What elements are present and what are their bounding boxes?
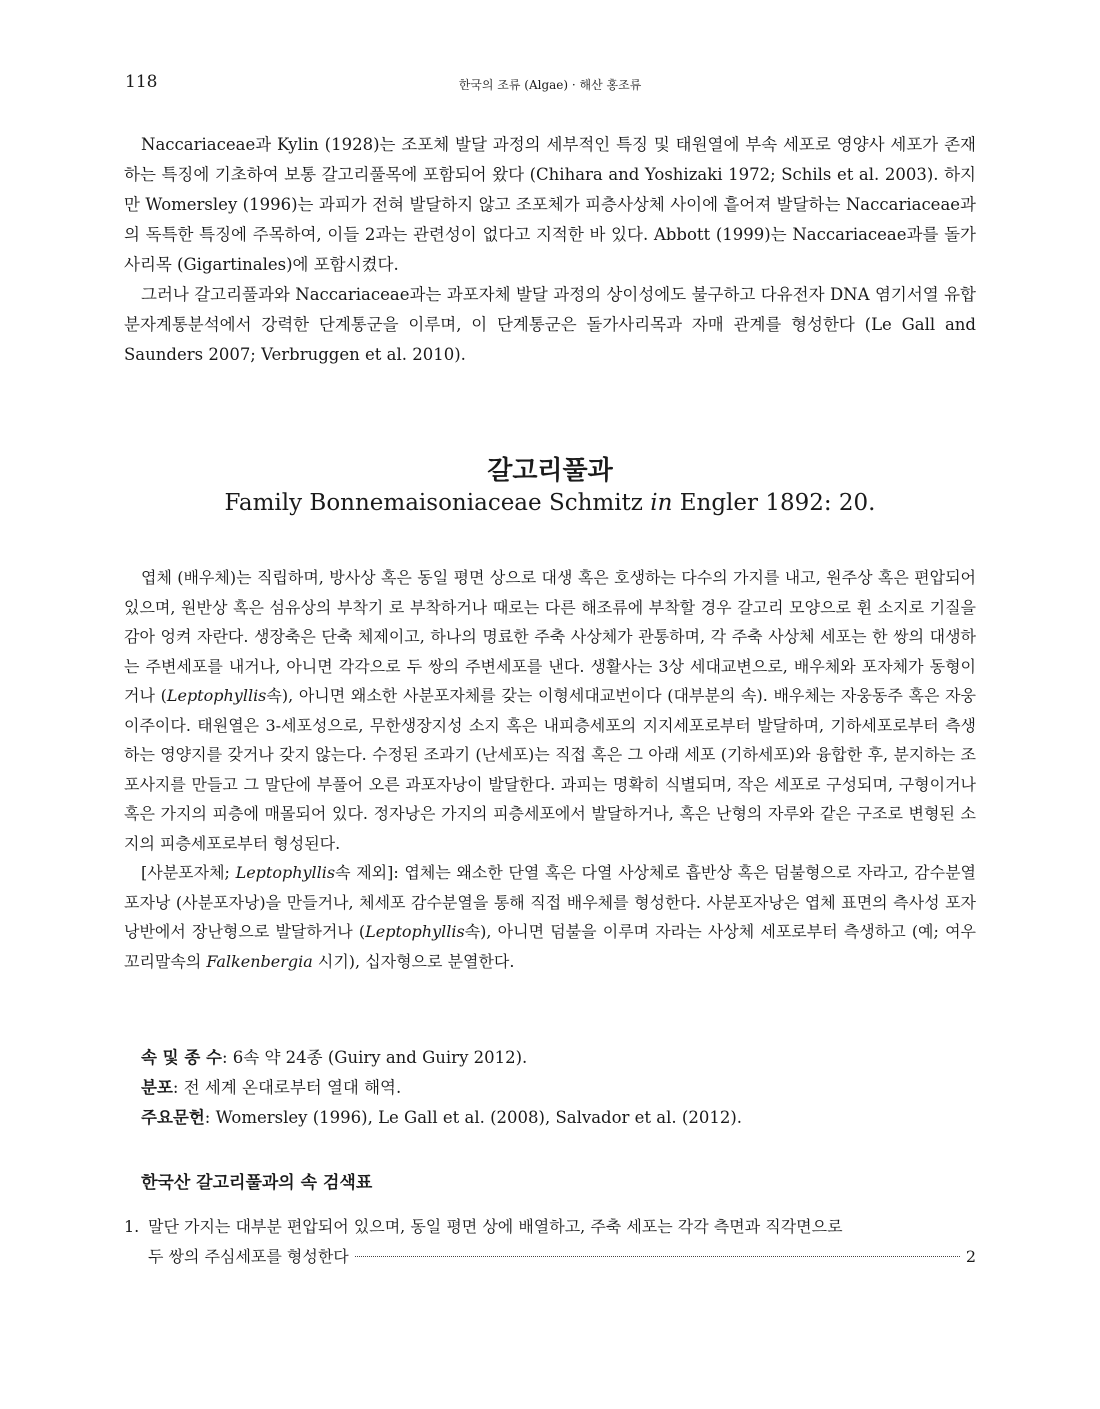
running-header: 한국의 조류 (Algae) · 해산 홍조류 xyxy=(458,78,642,92)
key-heading: 한국산 갈고리풀과의 속 검색표 xyxy=(141,1173,373,1193)
desc-p2-taxon-2: Leptophyllis xyxy=(365,922,465,941)
intro-paragraph-1: Naccariaceae과 Kylin (1928)는 조포체 발달 과정의 세부적인 특징 및 태원열에 부속 세포로 영양사 세포가 존재하는 특징에 기초하여 보통 갈고리풀목에 포함되어 왔다 (Chihara and Yoshizaki 1972; Schils et al. 2003). 하지만 Womersley (1996)는 과피가 전혀 발달하지 않고 조포체가 피층사상체 사이에 흩어져 발달하는 Naccariaceae과의 독특한 특징에 주목하여, 이들 2과는 관련성이 없다고 지적한 바 있다. Abbott (1999)는 Naccariaceae과를 돌가사리목 (Gigartinales)에 포함시켰다. xyxy=(124,135,976,274)
dot-leader xyxy=(355,1256,960,1257)
key-item-text-line1: 말단 가지는 대부분 편압되어 있으며, 동일 평면 상에 배열하고, 주축 세포는 각각 측면과 직각면으로 xyxy=(148,1217,843,1236)
references-label: 주요문헌 xyxy=(141,1108,205,1127)
desc-p2-text-d: 시기), 십자형으로 분열한다. xyxy=(312,951,515,971)
key-item-1-continued xyxy=(124,1242,976,1272)
genus-key xyxy=(124,1212,976,1272)
page-number: 118 xyxy=(125,72,158,92)
desc-p1-taxon: Leptophyllis xyxy=(166,686,267,705)
desc-p1-text-b: 속), 아니면 왜소한 사분포자체를 갖는 이형세대교번이다 (대부분의 속). 배우체는 자웅동주 혹은 자웅이주이다. 태원열은 3-세포성으로, 무한생장지성 소지 혹은 내피층세포의 지지세포로부터 발달하며, 기하세포로부터 측생하는 영양지를 갖거나 갖지 않는다. 수정된 조과기 (난세포)는 직접 혹은 그 아래 세포 (기하세포)와 융합한 후, 분지하는 조포사지를 만들고 그 말단에 부풀어 오른 과포자낭이 발달한다. 과피는 명확히 식별되며, 작은 세포로 구성되며, 구형이거나 혹은 가지의 피층에 매몰되어 있다. 정자낭은 가지의 피층세포에서 발달하거나, 혹은 난형의 자루와 같은 구조로 변형된 소지의 피층세포로부터 형성된다. xyxy=(124,686,976,853)
family-subtitle xyxy=(0,490,1100,516)
family-title: 갈고리풀과 xyxy=(487,456,613,486)
intro-paragraph-2: 그러나 갈고리풀과와 Naccariaceae과는 과포자체 발달 과정의 상이성에도 불구하고 다유전자 DNA 염기서열 유합 분자계통분석에서 강력한 단계통군을 이루며, 이 단계통군은 돌가사리목과 자매 관계를 형성한다 (Le Gall and Saunders 2007; Verbruggen et al. 2010). xyxy=(124,285,976,364)
desc-p2-text-a: [사분포자체; xyxy=(141,863,236,882)
genera-count-label: 속 및 종 수 xyxy=(141,1048,222,1067)
family-subtitle-post: Engler 1892: 20. xyxy=(672,490,876,516)
family-description xyxy=(124,563,976,976)
description-paragraph-1 xyxy=(124,563,976,858)
family-facts xyxy=(124,1043,976,1133)
desc-p1-text-a: 엽체 (배우체)는 직립하며, 방사상 혹은 동일 평면 상으로 대생 혹은 호생하는 다수의 가지를 내고, 원주상 혹은 편압되어 있으며, 원반상 혹은 섬유상의 부착기 로 부착하거나 때로는 다른 해조류에 부착할 경우 갈고리 모양으로 휜 소지로 기질을 감아 엉켜 자란다. 생장축은 단축 체제이고, 하나의 명료한 주축 사상체가 관통하며, 각 주축 사상체 세포는 한 쌍의 대생하는 주변세포를 내거나, 아니면 각각으로 두 쌍의 주변세포를 낸다. 생활사는 3상 세대교변으로, 배우체와 포자체가 동형이거나 ( xyxy=(124,568,976,705)
key-item-target: 2 xyxy=(965,1247,976,1266)
distribution-line xyxy=(124,1073,976,1103)
references-value: : Womersley (1996), Le Gall et al. (2008), Salvador et al. (2012). xyxy=(204,1108,743,1127)
genera-count-line xyxy=(124,1043,976,1073)
genera-count-value: : 6속 약 24종 (Guiry and Guiry 2012). xyxy=(222,1048,528,1067)
desc-p2-text-b: 속 제외]: 엽체는 왜소한 단열 혹은 다열 사상체로 흡반상 혹은 덤불형으로 자라고, 감수분열 포자낭 (사분포자낭)을 만들거나, 체세포 감수분열을 통해 직접 배우체를 형성한다. 사분포자낭은 엽체 표면의 측사성 포자낭반에서 장난형으로 발달하거나 ( xyxy=(124,863,976,941)
key-item-number: 1. xyxy=(124,1217,140,1236)
distribution-label: 분포 xyxy=(141,1078,173,1097)
intro-section xyxy=(124,130,976,370)
key-item-1 xyxy=(124,1212,976,1242)
desc-p2-taxon-1: Leptophyllis xyxy=(235,863,336,882)
description-paragraph-2 xyxy=(124,858,976,976)
key-item-text-line2: 두 쌍의 주심세포를 형성한다 xyxy=(148,1247,349,1266)
references-line xyxy=(124,1103,976,1133)
family-subtitle-italic: in xyxy=(650,490,673,516)
family-subtitle-pre: Family Bonnemaisoniaceae Schmitz xyxy=(224,490,651,516)
distribution-value: : 전 세계 온대로부터 열대 해역. xyxy=(172,1078,402,1097)
desc-p2-text-c: 속), 아니면 덤불을 이루며 자라는 사상체 세포로부터 측생하고 (예; 여우꼬리말속의 xyxy=(124,922,976,971)
desc-p2-taxon-3: Falkenbergia xyxy=(206,951,313,971)
